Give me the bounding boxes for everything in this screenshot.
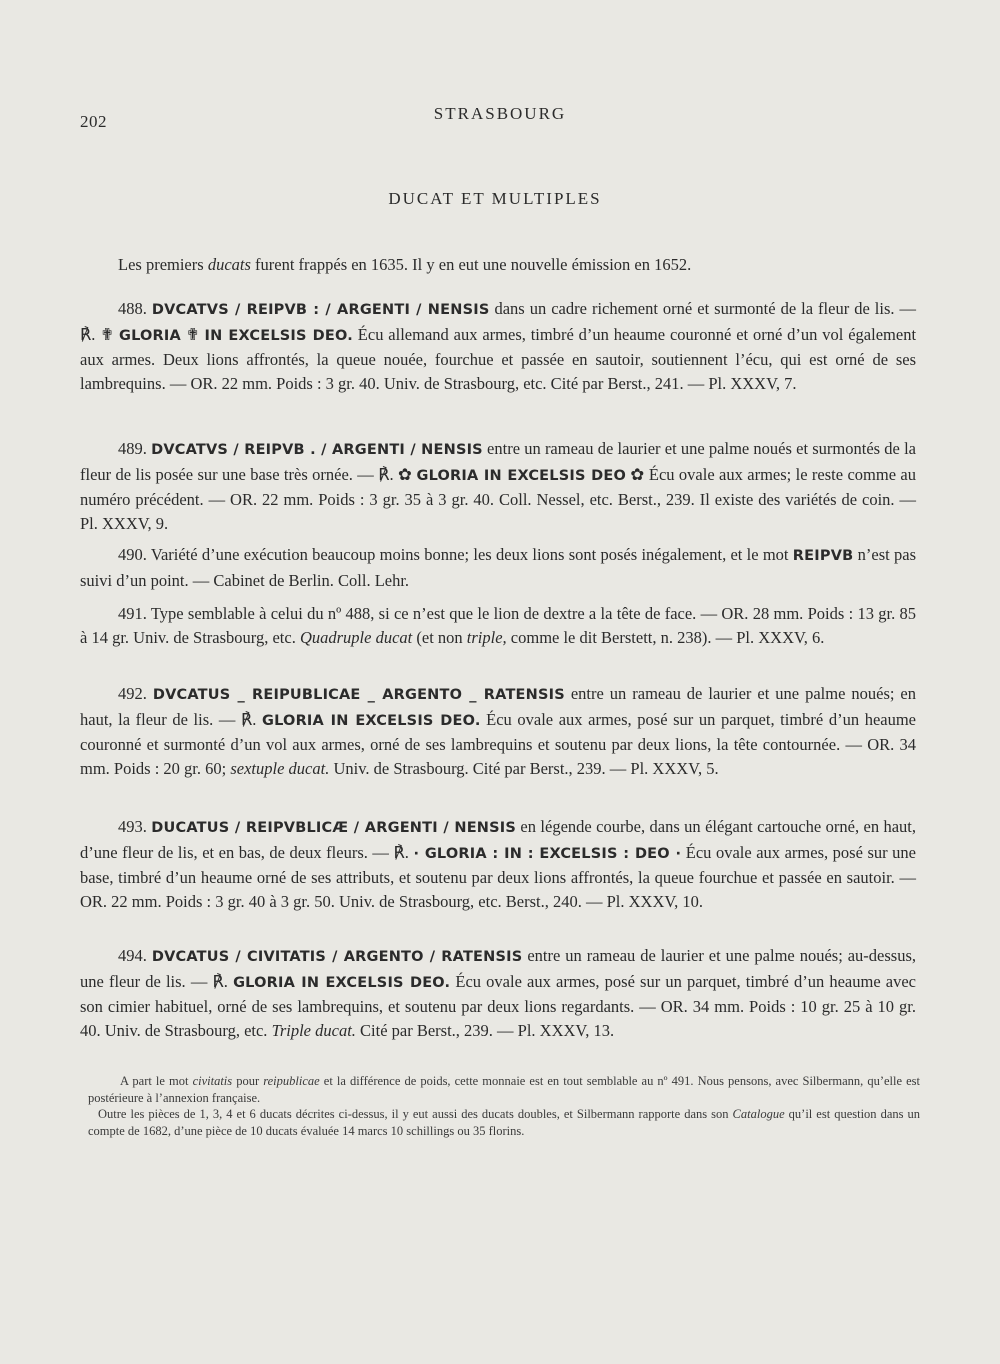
- entry-494: 494. DVCATUS / CIVITATIS / ARGENTO / RATENSIS entre un rameau de laurier et une palme noués; au-dessus, une fleur de lis. — ℟. GLORIA IN EXCELSIS DEO. Écu ovale aux armes, posé sur un parquet, timbré d’un heaume avec son cimier habituel, orné de ses lambrequins, et soutenu par deux lions regardants. — OR. 34 mm. Poids : 10 gr. 25 à 10 gr. 40. Univ. de Strasbourg, etc. Triple ducat. Cité par Berst., 239. — Pl. XXXV, 13.: [80, 946, 917, 1040]
- cross-icon: ✟: [100, 324, 115, 344]
- entry-492: 492. DVCATUS _ REIPUBLICAE _ ARGENTO _ RATENSIS entre un rameau de laurier et une palme noués; en haut, la fleur de lis. — ℟. GLORIA IN EXCELSIS DEO. Écu ovale aux armes, posé sur un parquet, timbré d’un heaume couronné et surmonté d’un vol aux armes, orné de ses lambrequins et soutenu par deux lions, la tête contournée. — OR. 34 mm. Poids : 20 gr. 60; sextuple ducat. Univ. de Strasbourg. Cité par Berst., 239. — Pl. XXXV, 5.: [80, 684, 917, 778]
- running-head: STRASBOURG: [433, 104, 567, 123]
- rosette-icon: ✿: [630, 464, 645, 484]
- cross-icon: ✟: [185, 324, 200, 344]
- entry-491: 491. Type semblable à celui du nº 488, si ce n’est que le lion de dextre a la tête de face. — OR. 28 mm. Poids : 13 gr. 85 à 14 gr. Univ. de Strasbourg, etc. Quadruple ducat (et non triple, comme le dit Berstett, n. 238). — Pl. XXXV, 6.: [80, 604, 916, 647]
- entry-488: 488. DVCATVS / REIPVB : / ARGENTI / NENSIS dans un cadre richement orné et surmonté de la fleur de lis. — ℟. ✟ GLORIA ✟ IN EXCELSIS DEO. Écu allemand aux armes, timbré d’un heaume couronné et orné d’un vol également aux armes. Deux lions affrontés, la queue nouée, fourchue et passée en sautoir, soutiennent l’écu, qui est orné de ses lambrequins. — OR. 22 mm. Poids : 3 gr. 40. Univ. de Strasbourg, etc. Cité par Berst., 241. — Pl. XXXV, 7.: [80, 299, 917, 393]
- section-title: DUCAT ET MULTIPLES: [388, 189, 602, 208]
- rosette-icon: ✿: [398, 464, 413, 484]
- footnote-1: A part le mot civitatis pour reipublicae et la différence de poids, cette monnaie est en tout semblable au nº 491. Nous pensons, avec Silbermann, qu’elle est postérieure à l’annexion française.: [88, 1074, 920, 1105]
- entry-493: 493. DUCATUS / REIPVBLICÆ / ARGENTI / NENSIS en légende courbe, dans un élégant cartouche orné, en haut, d’une fleur de lis, et en bas, de deux fleurs. — ℟. · GLORIA : IN : EXCELSIS : DEO · Écu ovale aux armes, posé sur une base, timbré d’un heaume orné de ses attributs, et soutenu par deux lions affrontés, la queue fourchue et passée en sautoir. — OR. 22 mm. Poids : 3 gr. 40 à 3 gr. 50. Univ. de Strasbourg, etc. Berst., 240. — Pl. XXXV, 10.: [80, 817, 916, 911]
- intro-paragraph: Les premiers ducats furent frappés en 1635. Il y en eut une nouvelle émission en 1652.: [118, 255, 692, 274]
- page-number: 202: [80, 112, 107, 131]
- footnotes: [88, 1073, 921, 1139]
- footnote-2: Outre les pièces de 1, 3, 4 et 6 ducats décrites ci-dessus, il y eut aussi des ducats doubles, et Silbermann rapporte dans son Catalogue qu’il est question dans un compte de 1682, d’une pièce de 10 ducats évaluée 14 marcs 10 schillings ou 35 florins.: [88, 1107, 921, 1138]
- entry-489: 489. DVCATVS / REIPVB . / ARGENTI / NENSIS entre un rameau de laurier et une palme noués et surmontés de la fleur de lis posée sur une base très ornée. — ℟. ✿ GLORIA IN EXCELSIS DEO ✿ Écu ovale aux armes; le reste comme au numéro précédent. — OR. 22 mm. Poids : 3 gr. 35 à 3 gr. 40. Coll. Nessel, etc. Berst., 239. Il existe des variétés de coin. — Pl. XXXV, 9.: [80, 439, 916, 533]
- entry-490: 490. Variété d’une exécution beaucoup moins bonne; les deux lions sont posés inégalement, et le mot REIPVB n’est pas suivi d’un point. — Cabinet de Berlin. Coll. Lehr.: [80, 545, 916, 590]
